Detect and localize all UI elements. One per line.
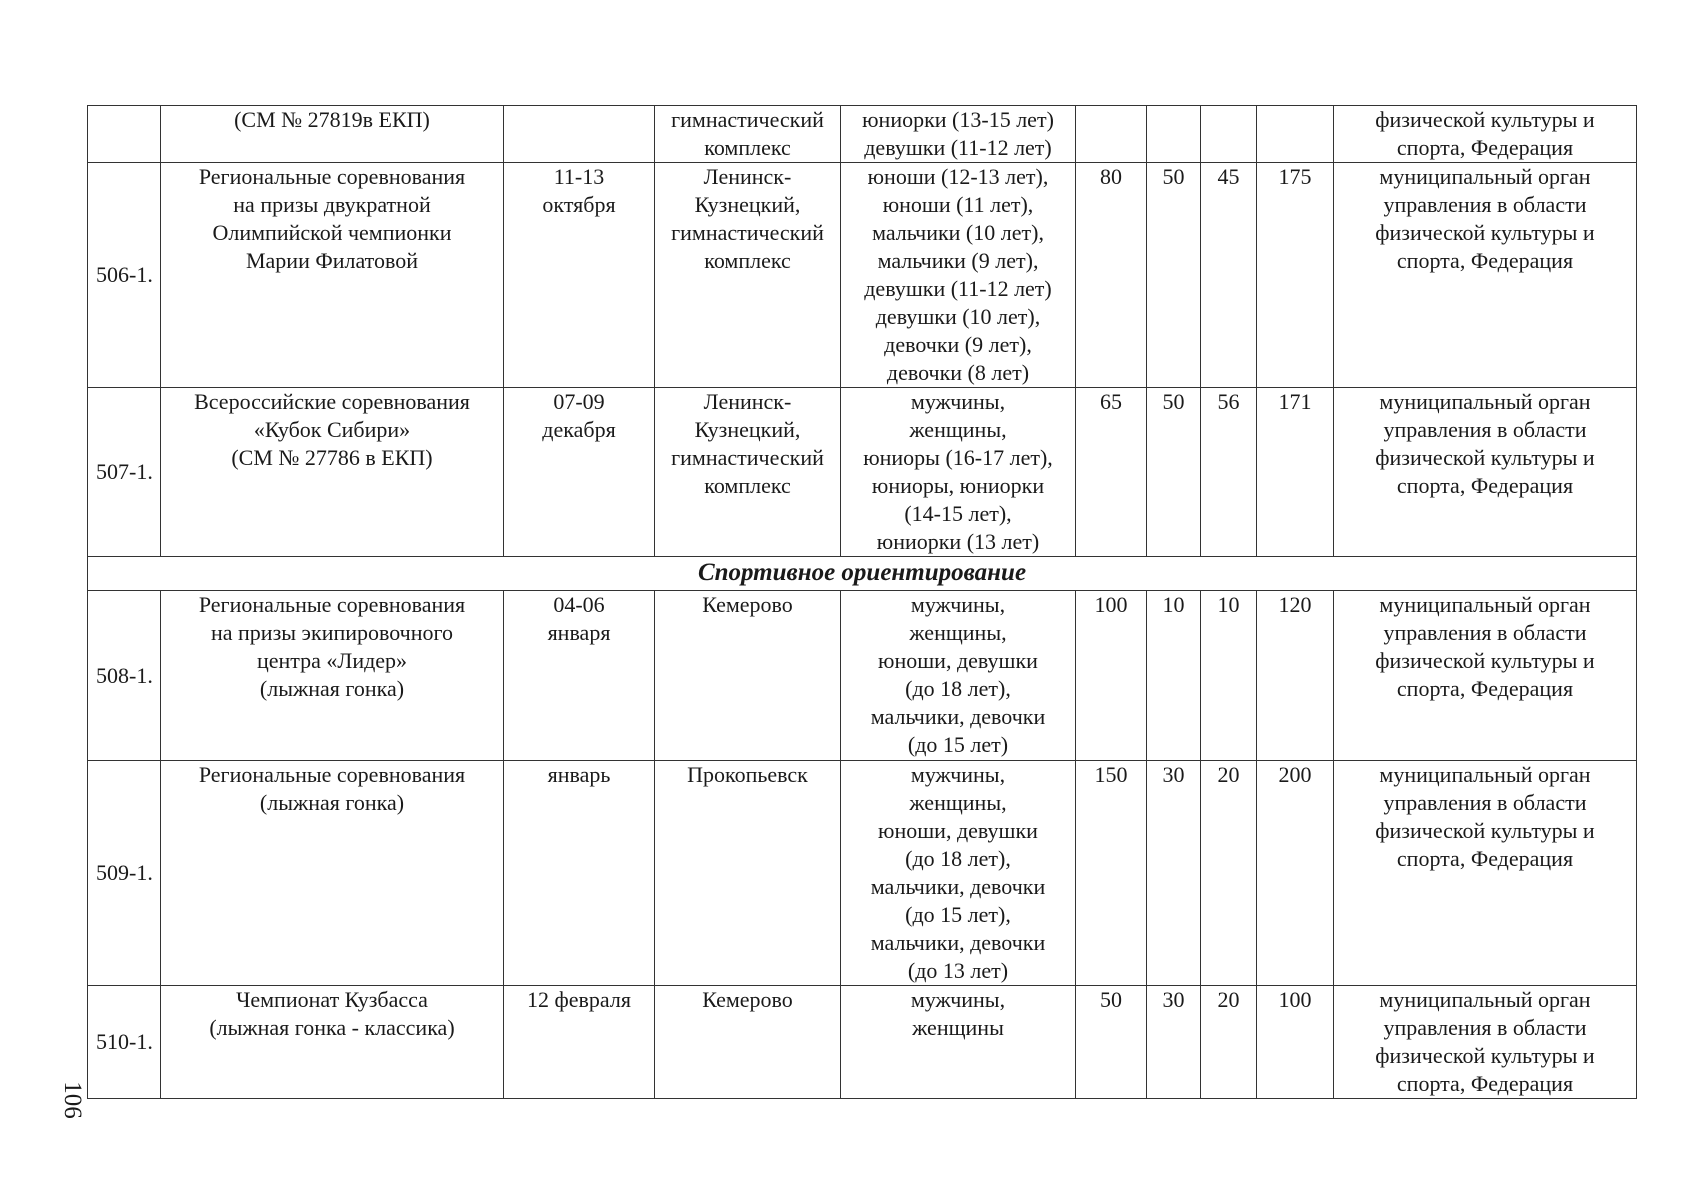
total-count: 100 [1257, 986, 1334, 1099]
table-row [88, 388, 1637, 557]
section-title: Спортивное ориентирование [88, 557, 1637, 591]
event-name: Региональные соревнования (лыжная гонка) [161, 761, 504, 986]
events-body-2 [88, 591, 1637, 1099]
event-groups: мужчины, женщины, юноши, девушки (до 18 лет), мальчики, девочки (до 15 лет) [841, 591, 1076, 761]
row-number: 506-1. [88, 163, 161, 388]
event-dates: январь [504, 761, 655, 986]
organizer: муниципальный орган управления в области физической культуры и спорта, Федерация [1334, 163, 1637, 388]
event-groups: юноши (12-13 лет), юноши (11 лет), мальчики (10 лет), мальчики (9 лет), девушки (11-12 лет) девушки (10 лет), девочки (9 лет), девочки (8 лет) [841, 163, 1076, 388]
row-number: 507-1. [88, 388, 161, 557]
total-count [1257, 106, 1334, 163]
officials-count: 30 [1147, 986, 1201, 1099]
row-number: 508-1. [88, 591, 161, 761]
participants-count: 50 [1076, 986, 1147, 1099]
organizer: муниципальный орган управления в области физической культуры и спорта, Федерация [1334, 591, 1637, 761]
judges-count: 20 [1201, 761, 1257, 986]
officials-count: 50 [1147, 163, 1201, 388]
event-groups: мужчины, женщины [841, 986, 1076, 1099]
participants-count: 65 [1076, 388, 1147, 557]
judges-count: 56 [1201, 388, 1257, 557]
event-name: (СМ № 27819в ЕКП) [161, 106, 504, 163]
event-place: Кемерово [655, 986, 841, 1099]
total-count: 171 [1257, 388, 1334, 557]
participants-count: 100 [1076, 591, 1147, 761]
total-count: 175 [1257, 163, 1334, 388]
event-place: Ленинск- Кузнецкий, гимнастический комплекс [655, 163, 841, 388]
event-groups: юниорки (13-15 лет) девушки (11-12 лет) [841, 106, 1076, 163]
table-row [88, 591, 1637, 761]
event-dates: 11-13 октября [504, 163, 655, 388]
judges-count [1201, 106, 1257, 163]
row-number: 509-1. [88, 761, 161, 986]
total-count: 120 [1257, 591, 1334, 761]
participants-count: 150 [1076, 761, 1147, 986]
event-dates [504, 106, 655, 163]
table-row [88, 986, 1637, 1099]
event-name: Региональные соревнования на призы экипировочного центра «Лидер» (лыжная гонка) [161, 591, 504, 761]
organizer: муниципальный орган управления в области физической культуры и спорта, Федерация [1334, 986, 1637, 1099]
event-dates: 12 февраля [504, 986, 655, 1099]
event-name: Чемпионат Кузбасса (лыжная гонка - классика) [161, 986, 504, 1099]
event-name: Всероссийские соревнования «Кубок Сибири» (СМ № 27786 в ЕКП) [161, 388, 504, 557]
event-groups: мужчины, женщины, юниоры (16-17 лет), юниоры, юниорки (14-15 лет), юниорки (13 лет) [841, 388, 1076, 557]
judges-count: 45 [1201, 163, 1257, 388]
section-row [88, 557, 1637, 591]
organizer: муниципальный орган управления в области физической культуры и спорта, Федерация [1334, 388, 1637, 557]
organizer: физической культуры и спорта, Федерация [1334, 106, 1637, 163]
officials-count: 10 [1147, 591, 1201, 761]
officials-count: 50 [1147, 388, 1201, 557]
table-row [88, 163, 1637, 388]
events-body-1 [88, 106, 1637, 557]
page-number: 106 [59, 1081, 86, 1119]
officials-count [1147, 106, 1201, 163]
event-dates: 04-06 января [504, 591, 655, 761]
event-place: Прокопьевск [655, 761, 841, 986]
table-row [88, 106, 1637, 163]
judges-count: 20 [1201, 986, 1257, 1099]
organizer: муниципальный орган управления в области физической культуры и спорта, Федерация [1334, 761, 1637, 986]
row-number [88, 106, 161, 163]
event-groups: мужчины, женщины, юноши, девушки (до 18 лет), мальчики, девочки (до 15 лет), мальчики, девочки (до 13 лет) [841, 761, 1076, 986]
participants-count [1076, 106, 1147, 163]
event-dates: 07-09 декабря [504, 388, 655, 557]
participants-count: 80 [1076, 163, 1147, 388]
event-place: гимнастический комплекс [655, 106, 841, 163]
row-number: 510-1. [88, 986, 161, 1099]
event-place: Кемерово [655, 591, 841, 761]
officials-count: 30 [1147, 761, 1201, 986]
events-table [87, 105, 1637, 1099]
event-place: Ленинск- Кузнецкий, гимнастический комплекс [655, 388, 841, 557]
table-row [88, 761, 1637, 986]
event-name: Региональные соревнования на призы двукратной Олимпийской чемпионки Марии Филатовой [161, 163, 504, 388]
total-count: 200 [1257, 761, 1334, 986]
judges-count: 10 [1201, 591, 1257, 761]
